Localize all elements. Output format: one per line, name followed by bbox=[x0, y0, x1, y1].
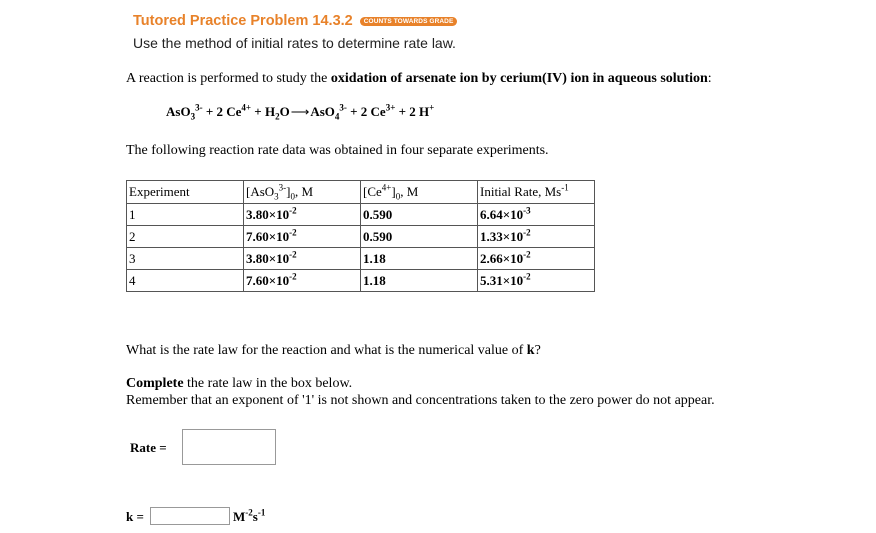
cell-exp: -2 bbox=[523, 271, 531, 282]
header-cerium bbox=[361, 181, 478, 204]
units-exp: -2 bbox=[245, 507, 253, 518]
table-row bbox=[127, 248, 595, 270]
eq-sub: 4 bbox=[334, 111, 340, 122]
cell-rate bbox=[478, 204, 595, 226]
header-rate bbox=[478, 181, 595, 204]
cell-cerium: 1.18 bbox=[361, 248, 478, 270]
cell-arsenite bbox=[244, 270, 361, 292]
h2-post: ] bbox=[286, 184, 291, 199]
eq-cerium: + 2 Ce bbox=[202, 104, 242, 119]
cell-exp: -2 bbox=[289, 227, 297, 238]
eq-hydrogen: + 2 H bbox=[395, 104, 430, 119]
question-end: ? bbox=[534, 343, 541, 358]
h2-zero: 0 bbox=[290, 191, 296, 202]
h3-unit: , M bbox=[400, 184, 419, 199]
h2-sub: 3 bbox=[274, 191, 279, 202]
header-arsenite bbox=[244, 181, 361, 204]
cell-base: 6.64×10 bbox=[480, 206, 524, 222]
h3-post: ] bbox=[391, 184, 396, 199]
grade-badge: COUNTS TOWARDS GRADE bbox=[360, 17, 458, 26]
eq-cerium-product: + 2 Ce bbox=[346, 104, 386, 119]
complete-instruction bbox=[126, 376, 352, 392]
reaction-intro bbox=[126, 71, 712, 87]
cell-experiment: 3 bbox=[127, 248, 244, 270]
question-k: k bbox=[526, 343, 535, 358]
complete-rest: the rate law in the box below. bbox=[183, 376, 353, 391]
problem-subtitle: Use the method of initial rates to determine rate law. bbox=[133, 35, 456, 51]
h3-zero: 0 bbox=[395, 191, 401, 202]
cell-rate bbox=[478, 248, 595, 270]
units-base: M bbox=[233, 509, 246, 524]
h4-sup: -1 bbox=[561, 182, 569, 193]
table-header-row bbox=[127, 181, 595, 204]
chemical-equation bbox=[166, 104, 434, 120]
h3-sup: 4+ bbox=[381, 182, 392, 193]
k-value-input[interactable] bbox=[150, 507, 230, 525]
cell-rate bbox=[478, 226, 595, 248]
h2-pre: [AsO bbox=[246, 184, 275, 199]
data-intro: The following reaction rate data was obtained in four separate experiments. bbox=[126, 143, 549, 158]
eq-arsenite: AsO bbox=[166, 104, 191, 119]
intro-end: : bbox=[707, 71, 712, 86]
cell-base: 3.80×10 bbox=[246, 250, 290, 266]
cell-rate bbox=[478, 270, 595, 292]
cell-exp: -3 bbox=[523, 205, 531, 216]
rate-law-input[interactable] bbox=[182, 429, 276, 465]
problem-title bbox=[133, 13, 457, 29]
eq-sup: 3- bbox=[195, 102, 203, 113]
units-s: s bbox=[252, 509, 258, 524]
eq-sup: + bbox=[429, 102, 435, 113]
cell-base: 7.60×10 bbox=[246, 228, 290, 244]
eq-sub: 3 bbox=[190, 111, 196, 122]
cell-base: 2.66×10 bbox=[480, 250, 524, 266]
eq-water-tail: O bbox=[279, 104, 290, 119]
cell-exp: -2 bbox=[289, 205, 297, 216]
cell-base: 5.31×10 bbox=[480, 272, 524, 288]
cell-exp: -2 bbox=[289, 249, 297, 260]
cell-experiment: 1 bbox=[127, 204, 244, 226]
cell-cerium: 0.590 bbox=[361, 226, 478, 248]
cell-arsenite bbox=[244, 204, 361, 226]
units-exp: -1 bbox=[257, 507, 266, 518]
header-experiment: Experiment bbox=[127, 181, 244, 204]
eq-sub: 2 bbox=[275, 111, 280, 122]
intro-bold: oxidation of arsenate ion by cerium(IV) ion in aqueous solution bbox=[330, 71, 708, 86]
cell-exp: -2 bbox=[523, 249, 531, 260]
cell-base: 7.60×10 bbox=[246, 272, 290, 288]
table-row bbox=[127, 226, 595, 248]
cell-experiment: 2 bbox=[127, 226, 244, 248]
h2-sup: 3- bbox=[278, 182, 287, 193]
rate-label: Rate = bbox=[130, 440, 167, 455]
cell-exp: -2 bbox=[523, 227, 531, 238]
eq-sup: 3- bbox=[339, 102, 347, 113]
h3-pre: [Ce bbox=[363, 184, 382, 199]
table-row bbox=[127, 204, 595, 226]
problem-title-text: Tutored Practice Problem 14.3.2 bbox=[133, 13, 353, 29]
cell-exp: -2 bbox=[289, 271, 297, 282]
cell-arsenite bbox=[244, 226, 361, 248]
question-body: What is the rate law for the reaction and what is the numerical value of bbox=[126, 343, 527, 358]
question-text bbox=[126, 343, 541, 359]
remember-instruction: Remember that an exponent of '1' is not shown and concentrations taken to the zero power do not appear. bbox=[126, 393, 715, 408]
h2-unit: , M bbox=[295, 184, 314, 199]
h4-pre: Initial Rate, Ms bbox=[480, 184, 562, 199]
cell-arsenite bbox=[244, 248, 361, 270]
k-units bbox=[233, 509, 265, 525]
cell-experiment: 4 bbox=[127, 270, 244, 292]
rate-data-table bbox=[126, 180, 595, 292]
k-label: k = bbox=[126, 509, 144, 524]
cell-base: 3.80×10 bbox=[246, 206, 290, 222]
eq-sup: 4+ bbox=[241, 102, 252, 113]
cell-cerium: 0.590 bbox=[361, 204, 478, 226]
eq-arsenate: AsO bbox=[310, 104, 335, 119]
eq-water: + H bbox=[251, 104, 276, 119]
reaction-arrow-icon: ⟶ bbox=[290, 104, 310, 119]
cell-cerium: 1.18 bbox=[361, 270, 478, 292]
intro-text: A reaction is performed to study the bbox=[126, 71, 331, 86]
eq-sup: 3+ bbox=[385, 102, 396, 113]
complete-bold: Complete bbox=[126, 376, 184, 391]
cell-base: 1.33×10 bbox=[480, 228, 524, 244]
table-row bbox=[127, 270, 595, 292]
